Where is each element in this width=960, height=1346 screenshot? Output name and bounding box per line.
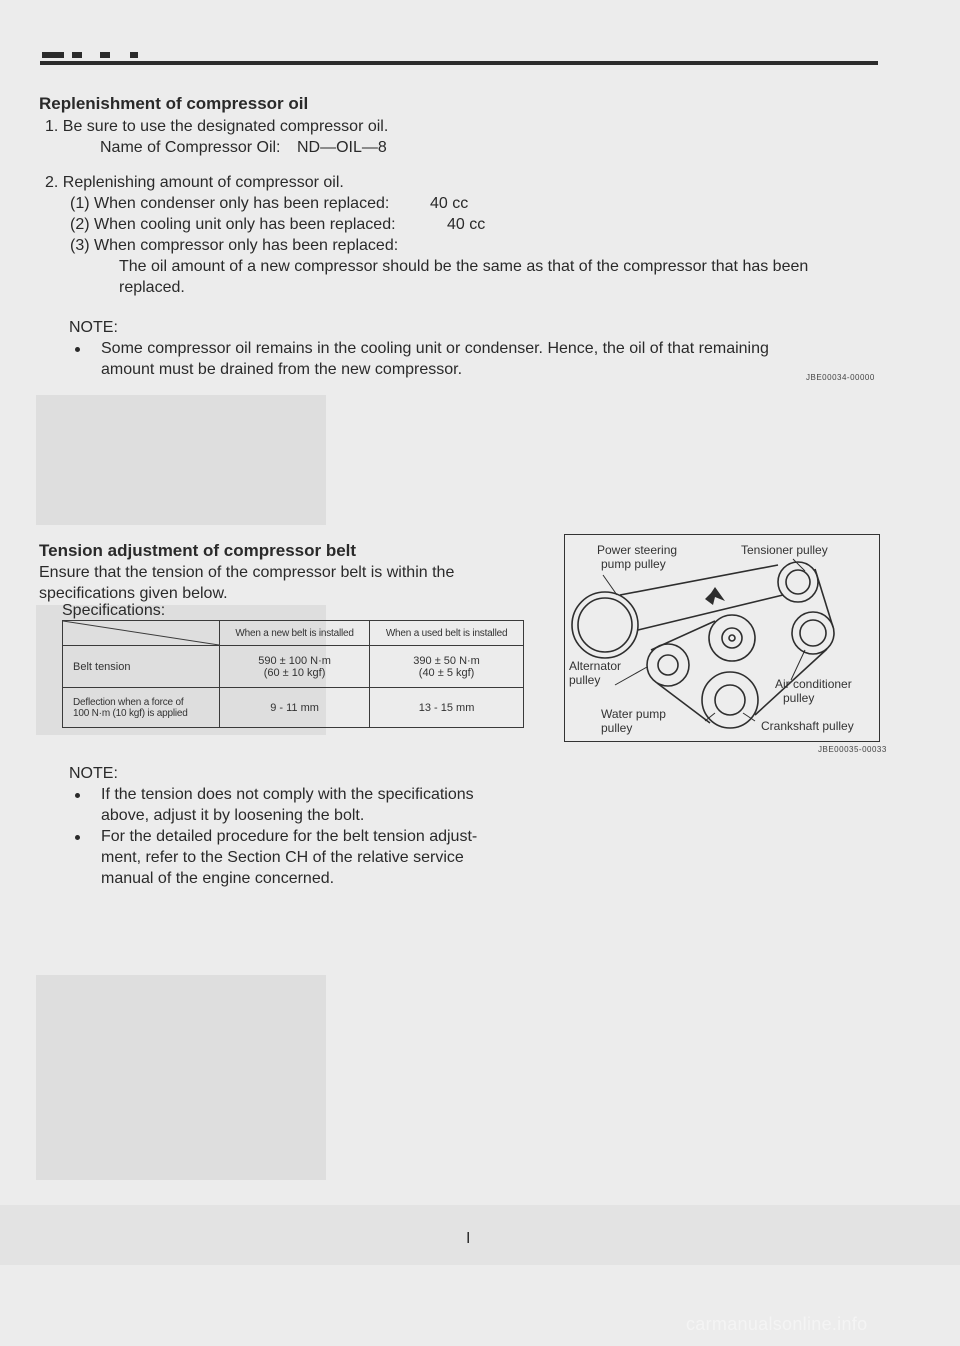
- note-text: For the detailed procedure for the belt tension adjust-: [101, 828, 478, 845]
- air-conditioner-pulley-hub: [800, 620, 826, 646]
- alternator-pulley: [647, 644, 689, 686]
- power-steering-pulley: [572, 592, 638, 658]
- header-used-belt: When a used belt is installed: [370, 621, 524, 646]
- label-air-conditioner: Air conditioner: [775, 677, 852, 691]
- belt-segment: [815, 569, 833, 627]
- cell-line: 590 ± 100 N·m: [258, 654, 331, 667]
- section-heading-oil: Replenishment of compressor oil: [39, 94, 309, 113]
- belt-intro: Ensure that the tension of the compressor belt is within the: [39, 564, 455, 581]
- table-corner-cell: [63, 621, 220, 646]
- label-line: Deflection when a force of: [73, 696, 184, 708]
- oil-name-label: Name of Compressor Oil:: [100, 139, 281, 156]
- diagonal-line: [63, 621, 219, 645]
- crankshaft-pulley: [702, 672, 758, 728]
- label-line: 100 N·m (10 kgf) is applied: [73, 707, 188, 719]
- header-mark: [42, 52, 64, 58]
- header-new-belt: When a new belt is installed: [220, 621, 370, 646]
- sub-item-1-label: (1) When condenser only has been replaced:: [70, 195, 390, 212]
- label-tensioner: Tensioner pulley: [741, 543, 828, 557]
- label-water-pump-cont: pulley: [601, 721, 633, 735]
- bullet: [75, 835, 80, 840]
- idler-pulley: [709, 615, 755, 661]
- table-cell: [370, 646, 524, 688]
- table-row: [63, 688, 524, 728]
- bullet: [75, 793, 80, 798]
- bleed-through-box: [36, 395, 326, 525]
- row-label: [63, 688, 220, 728]
- header-rule: [40, 61, 878, 65]
- sub-item-3-label: (3) When compressor only has been replaced:: [70, 237, 399, 254]
- belt-intro-cont: specifications given below.: [39, 585, 228, 602]
- label-alternator: Alternator: [569, 659, 622, 673]
- header-mark: [72, 52, 82, 58]
- air-conditioner-pulley: [792, 612, 834, 654]
- sub-item-3-text-cont: replaced.: [119, 279, 185, 296]
- note-text: If the tension does not comply with the specifications: [101, 786, 474, 803]
- belt-routing-diagram: [564, 534, 880, 742]
- label-crankshaft: Crankshaft pulley: [761, 719, 854, 733]
- sub-item-2-label: (2) When cooling unit only has been replaced:: [70, 216, 396, 233]
- power-steering-pulley-rim: [578, 598, 632, 652]
- oil-name-value: ND—OIL—8: [297, 139, 387, 156]
- note-text-cont: amount must be drained from the new compressor.: [101, 361, 463, 378]
- belt-spec-table: [62, 620, 524, 728]
- step-1: 1. Be sure to use the designated compressor oil.: [45, 118, 389, 135]
- row-label: Belt tension: [63, 646, 220, 688]
- idler-pulley-hub: [722, 628, 742, 648]
- cell-line: 390 ± 50 N·m: [413, 654, 480, 667]
- sub-item-2-value: 40 cc: [447, 216, 486, 233]
- section-heading-belt: Tension adjustment of compressor belt: [39, 541, 357, 560]
- tensioner-pulley: [778, 562, 818, 602]
- note-text-cont: ment, refer to the Section CH of the relative service: [101, 849, 464, 866]
- header-mark: [130, 52, 138, 58]
- label-power-steering-cont: pump pulley: [601, 557, 666, 571]
- table-cell: 13 - 15 mm: [370, 688, 524, 728]
- reference-code: JBE00034-00000: [806, 373, 875, 382]
- note-text: Some compressor oil remains in the cooling unit or condenser. Hence, the oil of that remaining: [101, 340, 769, 357]
- table-row: [63, 646, 524, 688]
- cell-line: (60 ± 10 kgf): [263, 666, 326, 679]
- header-mark: [100, 52, 110, 58]
- sub-item-3-text: The oil amount of a new compressor should be the same as that of the compressor that has been: [119, 258, 809, 275]
- leader-line: [793, 559, 805, 571]
- table-cell: [220, 646, 370, 688]
- step-2: 2. Replenishing amount of compressor oil.: [45, 174, 344, 191]
- sub-item-1-value: 40 cc: [430, 195, 469, 212]
- table-cell: 9 - 11 mm: [220, 688, 370, 728]
- watermark: carmanualsonline.info: [686, 1314, 868, 1334]
- note-text-cont: above, adjust it by loosening the bolt.: [101, 807, 365, 824]
- crankshaft-pulley-hub: [715, 685, 745, 715]
- label-water-pump: Water pump: [601, 707, 666, 721]
- page-number: I: [466, 1230, 471, 1247]
- label-power-steering: Power steering: [597, 543, 678, 557]
- label-air-conditioner-cont: pulley: [783, 691, 815, 705]
- tensioner-pulley-hub: [786, 570, 810, 594]
- spec-label: Specifications:: [62, 602, 166, 619]
- note-title: NOTE:: [69, 319, 118, 336]
- bullet: [75, 347, 80, 352]
- alternator-pulley-hub: [658, 655, 678, 675]
- label-alternator-cont: pulley: [569, 673, 601, 687]
- note-title: NOTE:: [69, 765, 118, 782]
- note-text-cont: manual of the engine concerned.: [101, 870, 335, 887]
- belt-direction-arrow-icon: [705, 587, 725, 605]
- cell-line: (40 ± 5 kgf): [418, 666, 475, 679]
- idler-center: [729, 635, 735, 641]
- bleed-through-box: [36, 975, 326, 1180]
- footer-band: [0, 1205, 960, 1265]
- diagram-reference-code: JBE00035-00033: [818, 745, 887, 754]
